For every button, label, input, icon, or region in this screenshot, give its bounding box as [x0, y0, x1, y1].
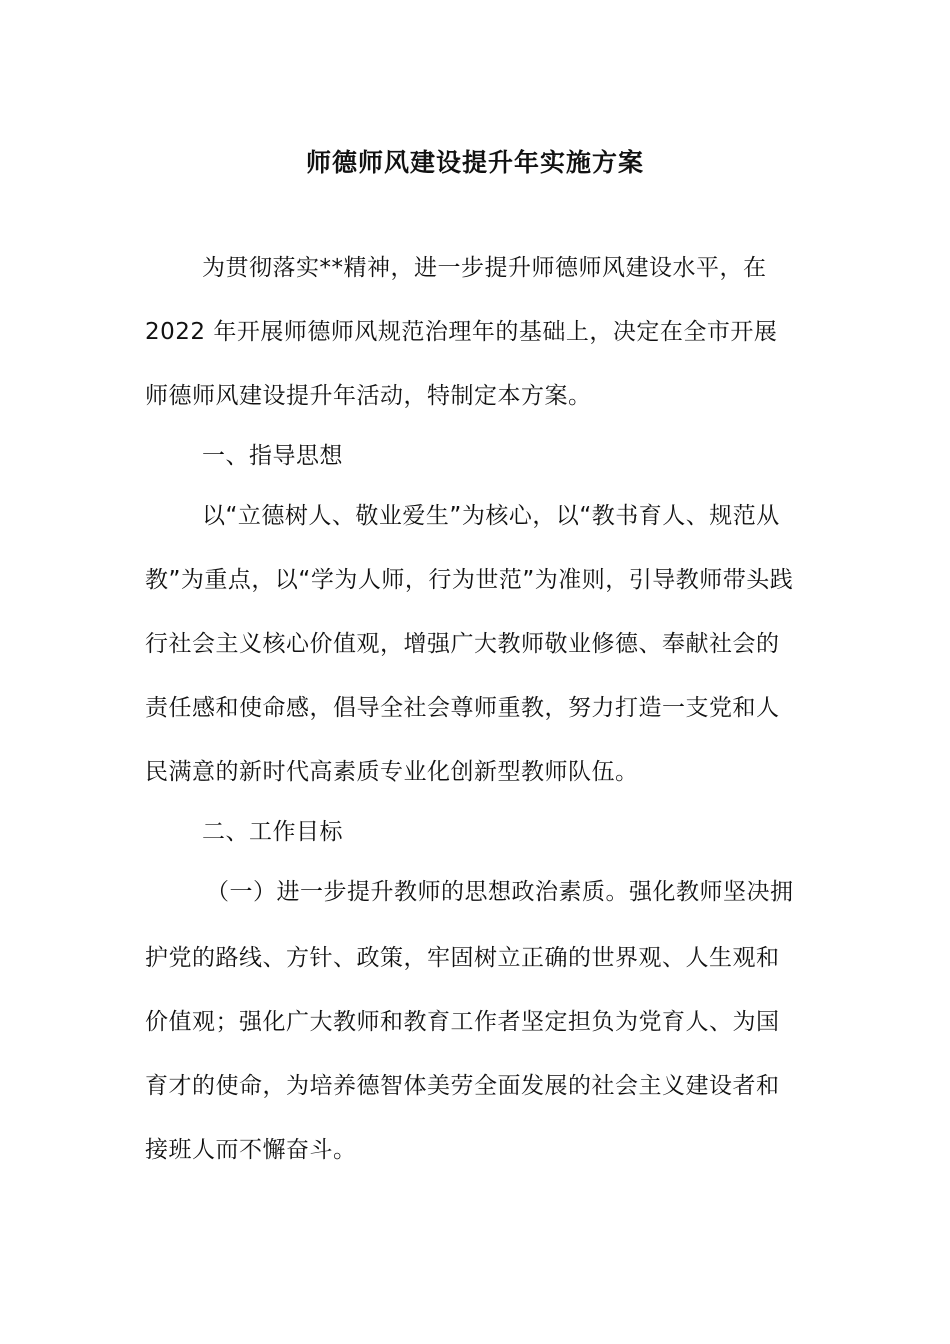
- paragraph-line: 以“立德树人、敬业爱生”为核心，以“教书育人、规范从: [202, 503, 780, 529]
- section-heading: 二、工作目标: [202, 819, 343, 845]
- paragraph-line: 师德师风建设提升年活动，特制定本方案。: [145, 383, 592, 409]
- document-title: 师德师风建设提升年实施方案: [305, 148, 644, 177]
- paragraph-line: 2022 年开展师德师风规范治理年的基础上，决定在全市开展: [145, 319, 778, 345]
- paragraph-line: 接班人而不懈奋斗。: [145, 1137, 357, 1163]
- paragraph-line: 民满意的新时代高素质专业化创新型教师队伍。: [145, 759, 639, 785]
- paragraph-line: （一）进一步提升教师的思想政治素质。强化教师坚决拥: [206, 879, 794, 905]
- paragraph-line: 价值观；强化广大教师和教育工作者坚定担负为党育人、为国: [145, 1009, 780, 1035]
- paragraph-line: 责任感和使命感，倡导全社会尊师重教，努力打造一支党和人: [145, 695, 780, 721]
- paragraph-line: 护党的路线、方针、政策，牢固树立正确的世界观、人生观和: [145, 945, 780, 971]
- section-heading: 一、指导思想: [202, 443, 343, 469]
- paragraph-line: 教”为重点，以“学为人师，行为世范”为准则，引导教师带头践: [145, 567, 794, 593]
- paragraph-line: 为贯彻落实**精神，进一步提升师德师风建设水平，在: [202, 255, 767, 281]
- paragraph-line: 行社会主义核心价值观，增强广大教师敬业修德、奉献社会的: [145, 631, 780, 657]
- paragraph-line: 育才的使命，为培养德智体美劳全面发展的社会主义建设者和: [145, 1073, 780, 1099]
